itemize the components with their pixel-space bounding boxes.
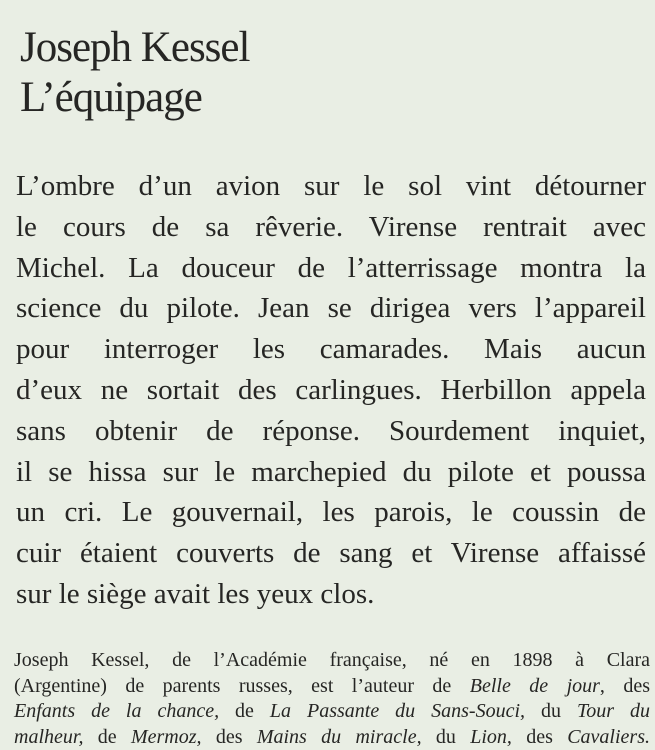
excerpt-paragraph: [16, 166, 646, 615]
book-reference: Lion,: [470, 725, 512, 748]
excerpt-line: d’eux ne sortait des carlingues. Herbillon appela: [16, 373, 646, 406]
bio-line: [14, 674, 650, 700]
book-reference: Cavaliers.: [567, 725, 650, 748]
book-reference: Belle de jour: [469, 674, 600, 697]
excerpt-line: sans obtenir de réponse. Sourdement inquiet,: [16, 414, 646, 447]
bio-text: , des: [599, 674, 651, 697]
excerpt-line: sur le siège avait les yeux clos.: [16, 577, 375, 610]
book-reference: Tour du: [576, 700, 650, 722]
bio-line: [14, 699, 650, 725]
book-reference: Mains du miracle,: [256, 725, 422, 748]
bio-text: du: [525, 700, 577, 722]
book-reference: La Passante du Sans-Souci,: [269, 700, 526, 722]
excerpt-line: il se hissa sur le marchepied du pilote et poussa: [16, 455, 646, 488]
excerpt-line: pour interroger les camarades. Mais aucun: [16, 333, 646, 366]
bio-line: [14, 725, 650, 750]
excerpt-line: un cri. Le gouvernail, les parois, le coussin de: [16, 496, 646, 529]
book-reference: Mermoz,: [130, 725, 202, 748]
book-title: L’équipage: [20, 74, 202, 121]
author-bio: [14, 648, 650, 750]
author-name: Joseph Kessel: [20, 24, 250, 71]
excerpt-line: cuir étaient couverts de sang et Virense affaissé: [16, 537, 646, 570]
excerpt-line: science du pilote. Jean se dirigea vers l’appareil: [16, 292, 646, 325]
book-reference: malheur,: [14, 725, 84, 748]
bio-line: [14, 648, 650, 674]
excerpt-line: Michel. La douceur de l’atterrissage montra la: [16, 251, 646, 284]
bio-text: (Argentine) de parents russes, est l’auteur de: [14, 674, 452, 697]
book-reference: Enfants de la chance,: [14, 700, 220, 722]
bio-text: Joseph Kessel, de l’Académie française, né en 1898 à Clara: [14, 649, 650, 671]
bio-text: des: [201, 725, 257, 748]
bio-text: de: [219, 700, 270, 722]
bio-text: de: [83, 725, 131, 748]
bio-text: du: [421, 725, 471, 748]
excerpt-line: L’ombre d’un avion sur le sol vint détourner: [16, 170, 646, 202]
bio-text: des: [511, 725, 568, 748]
excerpt-line: le cours de sa rêverie. Virense rentrait avec: [16, 210, 646, 243]
